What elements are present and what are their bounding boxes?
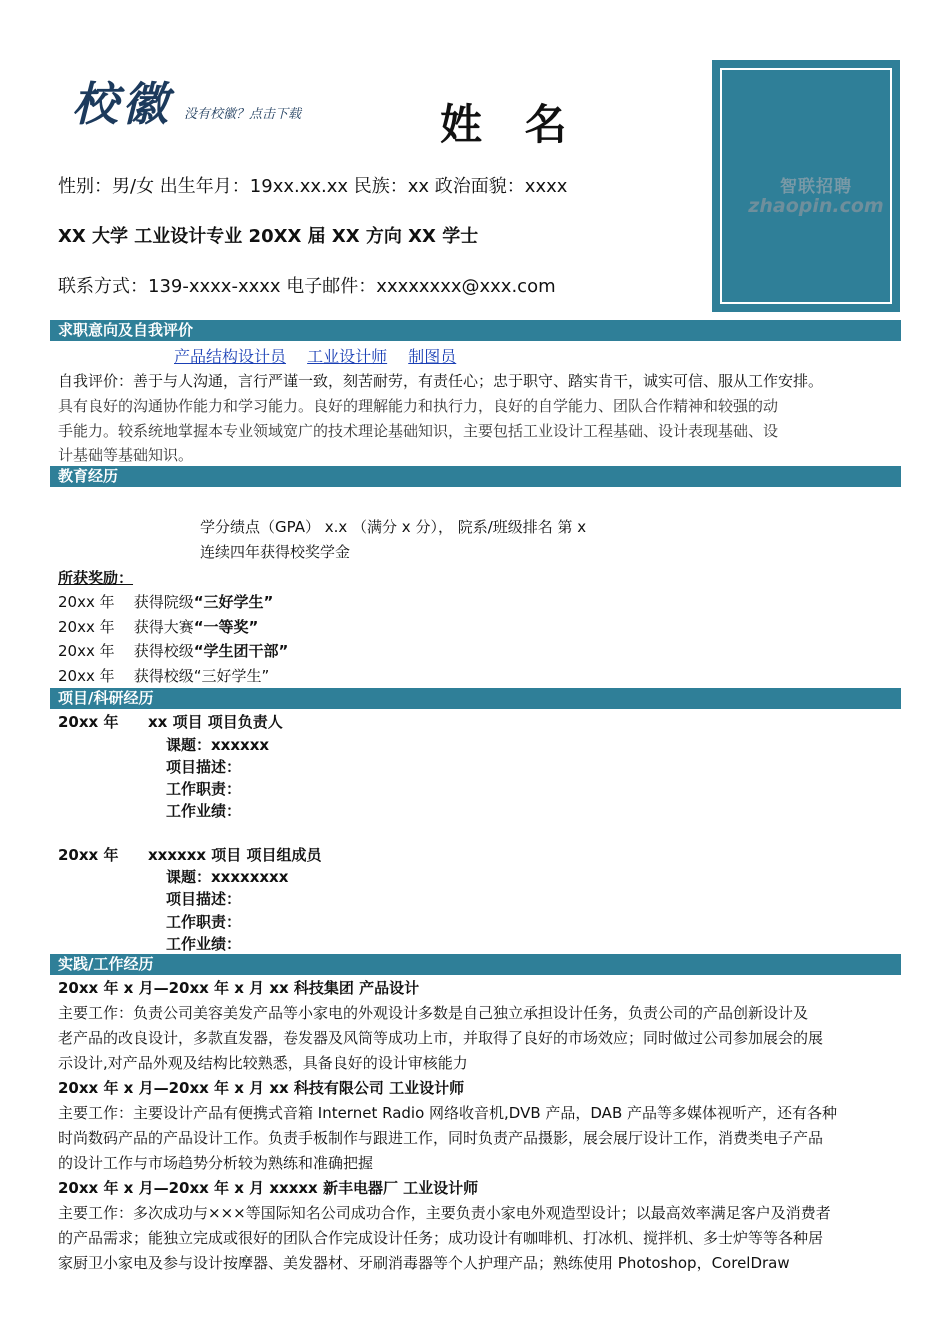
project-result: 工作业绩： — [166, 802, 242, 820]
section-header-intent: 求职意向及自我评价 — [50, 320, 901, 341]
award-highlight: “三好学生” — [193, 593, 274, 611]
self-eval-line: 计基础等基础知识。 — [58, 446, 194, 464]
gpa-line: 学分绩点（GPA） x.x （满分 x 分）， 院系/班级排名 第 x — [200, 518, 587, 536]
intent-link[interactable]: 制图员 — [408, 347, 457, 366]
work-line: 时尚数码产品的产品设计工作。负责手板制作与跟进工作，同时负责产品摄影，展会展厅设计工作，消费类电子产品 — [58, 1129, 824, 1147]
award-year: 20xx 年 — [58, 618, 115, 636]
self-eval-line: 手能力。较系统地掌握本专业领域宽广的技术理论基础知识，主要包括工业设计工程基础、设计表现基础、设 — [58, 422, 779, 440]
project-year: 20xx 年 — [58, 846, 119, 864]
work-line: 家厨卫小家电及参与设计按摩器、美发器材、牙刷消毒器等个人护理产品；熟练使用 Photoshop，CorelDraw — [58, 1254, 790, 1272]
watermark-cn: 智联招聘 — [780, 177, 852, 197]
project-desc: 项目描述： — [166, 890, 242, 908]
project-topic: 课题：xxxxxx — [166, 736, 270, 754]
contact-info: 联系方式：139-xxxx-xxxx 电子邮件：xxxxxxxx@xxx.com — [58, 276, 556, 297]
award-year: 20xx 年 — [58, 667, 115, 685]
intent-link[interactable]: 工业设计师 — [307, 347, 388, 366]
personal-info: 性别：男/女 出生年月：19xx.xx.xx 民族：xx 政治面貌：xxxx — [58, 176, 568, 197]
self-eval-line: 自我评价：善于与人沟通，言行严谨一致，刻苦耐劳，有责任心；忠于职守、踏实肯干，诚实可信、服从工作安排。 — [58, 372, 824, 390]
work-line: 示设计,对产品外观及结构比较熟悉，具备良好的设计审核能力 — [58, 1054, 468, 1072]
award-item — [58, 616, 258, 637]
section-header-projects: 项目/科研经历 — [50, 688, 901, 709]
school-logo: 校徽 — [72, 77, 172, 131]
award-text: 获得校级 — [133, 642, 194, 660]
award-year: 20xx 年 — [58, 593, 115, 611]
project-year: 20xx 年 — [58, 713, 119, 731]
awards-title: 所获奖励： — [58, 569, 134, 587]
section-header-education: 教育经历 — [50, 466, 901, 487]
work-line: 主要工作：多次成功与×××等国际知名公司成功合作，主要负责小家电外观造型设计；以最高效率满足客户及消费者 — [58, 1204, 831, 1222]
work-line: 主要工作：主要设计产品有便携式音箱 Internet Radio 网络收音机,DVB 产品，DAB 产品等多媒体视听产，还有各种 — [58, 1104, 838, 1122]
job-intent-links — [174, 344, 472, 367]
section-header-work: 实践/工作经历 — [50, 954, 901, 975]
watermark — [740, 172, 892, 217]
award-text: 获得大赛 — [133, 618, 194, 636]
scholarship-line: 连续四年获得校奖学金 — [200, 543, 351, 561]
logo-download-link[interactable]: 没有校徽？点击下载 — [184, 107, 302, 122]
self-eval-line: 具有良好的沟通协作能力和学习能力。良好的理解能力和执行力，良好的自学能力、团队合作精神和较强的动 — [58, 397, 779, 415]
watermark-en: zhaopin.com — [748, 195, 884, 217]
project-title: xxxxxx 项目 项目组成员 — [148, 846, 322, 864]
profile-photo — [712, 60, 900, 312]
project-topic: 课题：xxxxxxxx — [166, 868, 289, 886]
work-line: 的设计工作与市场趋势分析较为熟练和准确把握 — [58, 1154, 374, 1172]
award-item — [58, 591, 273, 612]
project-title: xx 项目 项目负责人 — [148, 713, 283, 731]
project-result: 工作业绩： — [166, 935, 242, 953]
award-text: 获得院级 — [133, 593, 194, 611]
education-summary: XX 大学 工业设计专业 20XX 届 XX 方向 XX 学士 — [58, 226, 479, 247]
award-item — [58, 665, 269, 686]
work-head: 20xx 年 x 月—20xx 年 x 月 xx 科技集团 产品设计 — [58, 979, 420, 997]
project-duty: 工作职责： — [166, 913, 242, 931]
project-duty: 工作职责： — [166, 780, 242, 798]
work-line: 的产品需求；能独立完成或很好的团队合作完成设计任务；成功设计有咖啡机、打冰机、搅拌机、多士炉等等各种居 — [58, 1229, 824, 1247]
award-item — [58, 640, 288, 661]
award-highlight: “学生团干部” — [193, 642, 289, 660]
intent-link[interactable]: 产品结构设计员 — [174, 347, 287, 366]
project-desc: 项目描述： — [166, 758, 242, 776]
photo-frame — [720, 68, 892, 304]
award-highlight: “一等奖” — [193, 618, 259, 636]
work-line: 老产品的改良设计，多款直发器，卷发器及风筒等成功上市，并取得了良好的市场效应；同时做过公司参加展会的展 — [58, 1029, 824, 1047]
award-text: 获得校级“三好学生” — [133, 667, 270, 685]
work-head: 20xx 年 x 月—20xx 年 x 月 xxxxx 新丰电器厂 工业设计师 — [58, 1179, 479, 1197]
work-line: 主要工作：负责公司美容美发产品等小家电的外观设计多数是自己独立承担设计任务，负责公司的产品创新设计及 — [58, 1004, 809, 1022]
page-title: 姓 名 — [440, 100, 581, 149]
work-head: 20xx 年 x 月—20xx 年 x 月 xx 科技有限公司 工业设计师 — [58, 1079, 465, 1097]
award-year: 20xx 年 — [58, 642, 115, 660]
